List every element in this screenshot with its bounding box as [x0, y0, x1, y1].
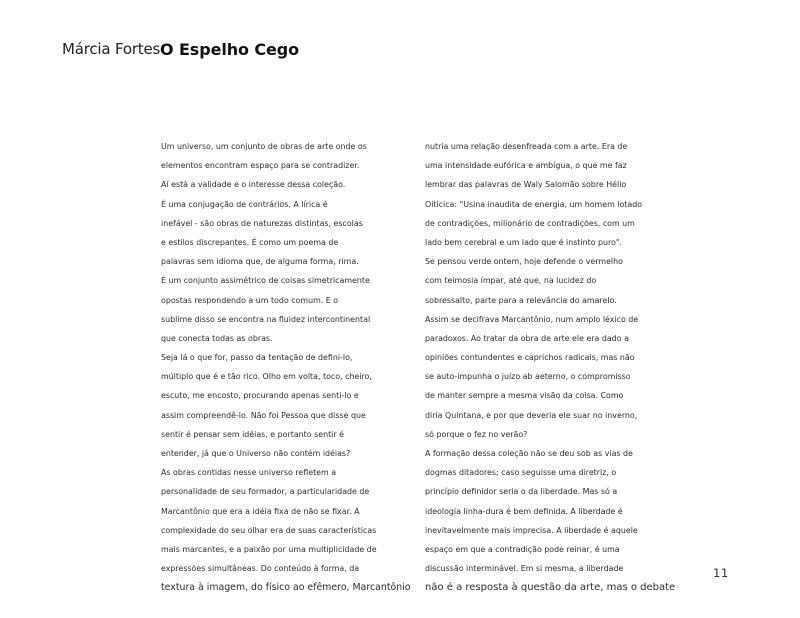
text-line: opiniões contundentes e caprichos radicais, mas não [425, 353, 635, 363]
text-line: e estilos discrepantes. É como um poema de [161, 237, 339, 247]
text-line: discussão interminável. Em si mesma, a liberdade [425, 564, 624, 574]
text-line: assim compreendê-lo. Não foi Pessoa que disse que [161, 410, 366, 420]
text-line: personalidade de seu formador, a particularidade de [161, 487, 370, 497]
text-line: paradoxos. Ao tratar da obra de arte ele era dado a [425, 333, 629, 343]
text-line: lado bem cerebral e um lado que é instinto puro". [425, 237, 623, 247]
page-number: 11 [713, 566, 729, 580]
text-line: múltiplo que é e tão rico. Olho em volta, toco, cheiro, [161, 372, 372, 382]
text-line: As obras contidas nesse universo refletem a [161, 468, 337, 478]
essay-title: O Espelho Cego [160, 40, 300, 59]
text-line: mais marcantes, e a paixão por uma multiplicidade de [161, 544, 377, 554]
text-line: lembrar das palavras de Waly Salomão sobre Hélio [425, 180, 627, 190]
text-line: expressões simultâneas. Do conteúdo à forma, da [161, 564, 360, 574]
text-line: palavras sem idioma que, de alguma forma, rima. [161, 257, 359, 267]
text-line: É uma conjugação de contrários. A lírica é [161, 199, 328, 209]
text-line: Aí está a validade e o interesse dessa coleção. [161, 180, 346, 190]
text-line: escuto, me encosto, procurando apenas senti-lo e [161, 391, 359, 401]
text-line: Um universo, um conjunto de obras de arte onde os [161, 142, 367, 151]
text-line: inevitavelmente mais imprecisa. A liberdade é aquele [425, 525, 638, 535]
text-line: opostas respondendo a um todo comum. E o [161, 295, 339, 305]
text-line: de manter sempre a mesma visão da coisa. Como [425, 391, 624, 401]
text-line: ideologia linha-dura é bem definida. A liberdade é [425, 506, 623, 516]
text-line: sentir é pensar sem idéias, e portanto sentir é [161, 429, 344, 439]
text-line: diria Quintana, e por que deveria ele suar no inverno, [425, 410, 638, 420]
text-line: Oiticica: "Usina inaudita de energia, um homem lotado [425, 199, 643, 209]
text-line: espaço em que a contradição pode reinar, é uma [425, 544, 620, 554]
text-line: com teimosia ímpar, até que, na lucidez do [425, 276, 597, 286]
text-line: Se pensou verde ontem, hoje defende o vermelho [425, 257, 623, 267]
text-line: Assim se decifrava Marcantônio, num amplo léxico de [425, 314, 639, 324]
text-line: nutria uma relação desenfreada com a arte. Era de [425, 142, 628, 151]
text-column-right [425, 137, 675, 598]
text-line: não é a resposta à questão da arte, mas o debate [425, 582, 676, 594]
text-line: A formação dessa coleção não se deu sob as vias de [425, 449, 633, 458]
text-line: complexidade do seu olhar era de suas características [161, 525, 377, 535]
text-line: É um conjunto assimétrico de coisas simetricamente [161, 276, 370, 286]
text-line: que conecta todas as obras. [161, 333, 273, 343]
text-line: se auto-impunha o juízo ab aeterno, o compromisso [425, 372, 631, 382]
author-name: Márcia Fortes [62, 40, 161, 58]
text-line: Marcantônio que era a idéia fixa de não se fixar. A [161, 506, 360, 516]
text-line: princípio definidor seria o da liberdade. Mas só a [425, 487, 618, 497]
text-line: uma intensidade eufórica e ambígua, o que me faz [425, 161, 627, 171]
text-line: Seja lá o que for, passo da tentação de defini-lo, [161, 353, 353, 363]
text-line: só porque o fez no verão? [425, 429, 528, 439]
text-line: inefável - são obras de naturezas distintas, escolas [161, 218, 363, 228]
text-line: elementos encontram espaço para se contradizer. [161, 161, 360, 171]
text-line: textura à imagem, do físico ao efêmero, Marcantônio [161, 582, 411, 594]
text-line: de contradições, milionário de contradições, com um [425, 218, 635, 228]
text-line: entender, já que o Universo não contém idéias? [161, 449, 351, 458]
text-line: dogmas ditadores; caso seguisse uma diretriz, o [425, 468, 617, 478]
text-column-left [161, 137, 411, 598]
text-line: sobressalto, parte para a relevância do amarelo. [425, 295, 617, 305]
text-line: sublime disso se encontra na fluidez intercontinental [161, 314, 371, 324]
